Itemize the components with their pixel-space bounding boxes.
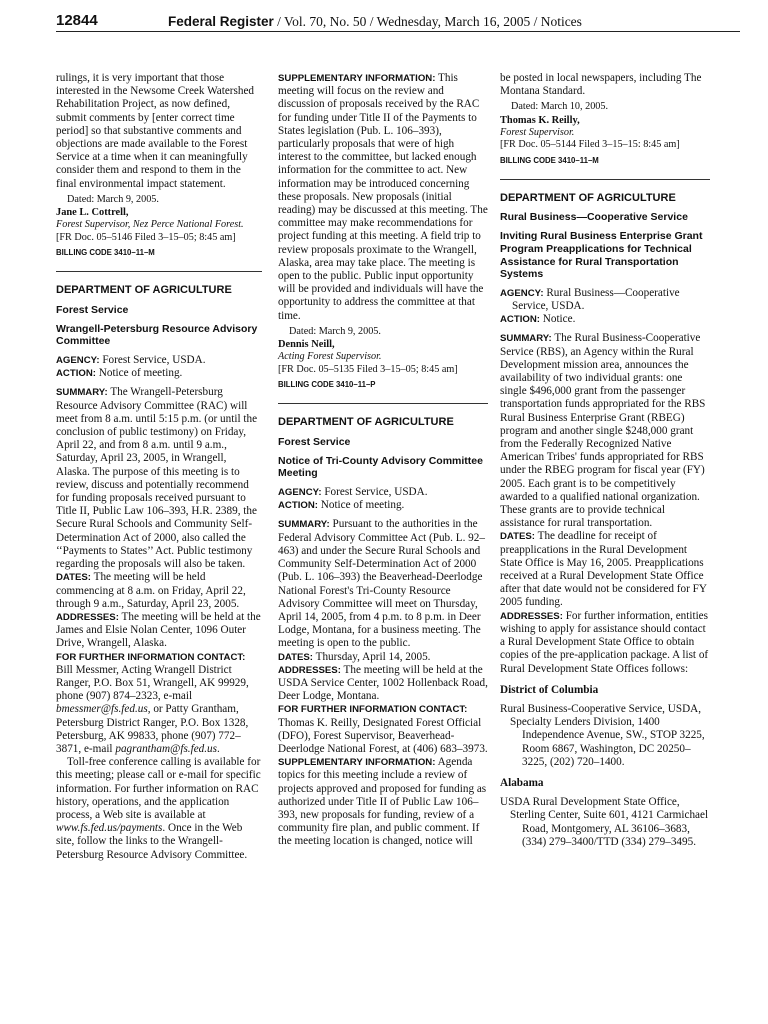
supplementary-text: Agenda topics for this meeting include a review of projects approved and proposed for funding as authorized under Title II of Public Law 106–393, new proposals for funding, review of a community fire plan, and public comment. If the meeting location is changed, notice will xyxy=(278,756,487,848)
action-label: ACTION: xyxy=(500,314,540,326)
state-heading-dc: District of Columbia xyxy=(500,683,599,696)
billing-code: BILLING CODE 3410–11–M xyxy=(500,155,599,165)
billing-code: BILLING CODE 3410–11–M xyxy=(56,248,155,258)
agency-label: AGENCY: xyxy=(500,287,544,299)
signer-name: Dennis Neill, xyxy=(278,339,335,351)
addresses-text: The meeting will be held at the USDA Service Center, 1002 Hollenback Road, Deer Lodge, Montana. xyxy=(278,663,488,703)
agency-heading: Rural Business—Cooperative Service xyxy=(500,211,688,224)
dated-line: Dated: March 10, 2005. xyxy=(511,101,609,113)
email-link[interactable]: bmessmer@fs.fed.us xyxy=(56,703,148,716)
signer-title: Acting Forest Supervisor. xyxy=(278,351,382,363)
addresses-label: ADDRESSES: xyxy=(500,610,563,622)
department-heading: DEPARTMENT OF AGRICULTURE xyxy=(500,192,676,205)
department-heading: DEPARTMENT OF AGRICULTURE xyxy=(278,416,454,429)
supplementary-text: This meeting will focus on the review and discussion of proposals received by the RAC for funding under Title II of the Payments to States legislation (Pub. L. 106–393), particularly proposals that were of high interest to the committee, but lacked enough information for the committee to act. New information may be introduced concerning these proposals. New proposals (initial reading) may be discussed at this meeting. The committee may make recommendations for project funding at this meeting. A field trip to review proposals proximate to the Wrangell, Alaska, area may take place. The meeting is open to the public. Public input opportunity will be provided and individuals will have the opportunity to address the committee at that time. xyxy=(278,72,488,322)
signer-name: Thomas K. Reilly, xyxy=(500,114,580,126)
action-text: Notice. xyxy=(542,313,576,326)
signer-name: Jane L. Cottrell, xyxy=(56,207,129,219)
addresses-text: For further information, entities wishing to apply for assistance should contact a Rural Development State Office to obtain copies of the pre-application package. A list of Rural Development State Offices follows: xyxy=(500,609,709,675)
office-address: Sterling Center, Suite 601, 4121 Carmichael Road, Montgomery, AL 36106–3683, (334) 279–3400/TTD (334) 279–3495. xyxy=(510,809,709,848)
fr-doc-line: [FR Doc. 05–5135 Filed 3–15–05; 8:45 am] xyxy=(278,363,458,375)
column-2 xyxy=(278,72,488,849)
notice-title: Inviting Rural Business Enterprise Grant Program Preapplications for Technical Assistance for Rural Transportation Systems xyxy=(500,230,703,281)
agency-text: Forest Service, USDA. xyxy=(324,486,428,499)
action-label: ACTION: xyxy=(278,500,318,512)
billing-code: BILLING CODE 3410–11–P xyxy=(278,380,376,390)
addresses-label: ADDRESSES: xyxy=(278,664,341,676)
continued-text: be posted in local newspapers, including The Montana Standard. xyxy=(500,72,702,98)
contact-label: FOR FURTHER INFORMATION CONTACT: xyxy=(278,704,468,716)
website-link[interactable]: www.fs.fed.us/payments xyxy=(56,822,163,835)
section-divider xyxy=(278,403,488,404)
office-address: Specialty Lenders Division, 1400 Independence Avenue, SW., STOP 3225, Room 6867, Washington, DC 20250–3225, (202) 720–1400. xyxy=(510,716,705,768)
dated-line: Dated: March 9, 2005. xyxy=(67,193,159,205)
header-rule xyxy=(56,31,740,32)
dates-label: DATES: xyxy=(278,651,313,663)
agency-heading: Forest Service xyxy=(278,435,351,448)
email-link[interactable]: pagrantham@fs.fed.us xyxy=(115,742,218,755)
action-label: ACTION: xyxy=(56,368,96,380)
action-text: Notice of meeting. xyxy=(98,367,183,380)
issue-details: / Vol. 70, No. 50 / Wednesday, March 16, 2005 / Notices xyxy=(273,14,582,29)
agency-heading: Forest Service xyxy=(56,303,129,316)
office-name: USDA Rural Development State Office, xyxy=(500,796,680,809)
supplementary-label: SUPPLEMENTARY INFORMATION: xyxy=(278,757,436,769)
page-number: 12844 xyxy=(56,12,98,29)
action-text: Notice of meeting. xyxy=(320,499,405,512)
dates-text: The meeting will be held commencing at 8 a.m. on Friday, April 22, through 9 a.m., Saturday, April 23, 2005. xyxy=(56,571,246,610)
agency-text: Forest Service, USDA. xyxy=(102,354,206,367)
addresses-label: ADDRESSES: xyxy=(56,611,119,623)
office-name: Rural Business-Cooperative Service, USDA, xyxy=(500,702,702,715)
summary-text: The Wrangell-Petersburg Resource Advisory Committee (RAC) will meet from 8 a.m. until 5:15 p.m. (or until the conclusion of public testimony) on Friday, April 22, and from 8 a.m. until 9 a.m., Saturday, April 23, 2005, in Wrangell, Alaska. The purpose of this meeting is to review, discuss and potentially recommend for funding proposals received pursuant to Title II, Public Law 106–393, H.R. 2389, the Secure Rural Schools and Community Self-Determination Act of 2000, also called the ‘‘Payments to States’’ Act. Public testimony regarding the proposals will also be taken. xyxy=(56,386,258,571)
notice-title: Wrangell-Petersburg Resource Advisory Committee xyxy=(56,322,258,348)
dated-line: Dated: March 9, 2005. xyxy=(289,325,381,337)
dates-text: The deadline for receipt of preapplications in the Rural Development State Office is May 16, 2005. Preapplications received at a Rural Development State Office after that date would not be considered for FY 2005 funding. xyxy=(500,530,707,609)
summary-label: SUMMARY: xyxy=(278,519,330,531)
summary-text: Pursuant to the authorities in the Federal Advisory Committee Act (Pub. L. 92–463) and under the Secure Rural Schools and Community Self-Determination Act of 2000 (Pub. L. 106–393) the Beaverhead-Deerlodge National Forest's Tri-County Resource Advisory Committee will meet on Thursday, April 14, 2005, from 4 p.m. to 8 p.m. in Deer Lodge, Montana, for a business meeting. The meeting is open to the public. xyxy=(278,518,485,650)
fr-doc-line: [FR Doc. 05–5146 Filed 3–15–05; 8:45 am] xyxy=(56,231,236,243)
department-heading: DEPARTMENT OF AGRICULTURE xyxy=(56,284,232,297)
supplementary-label: SUPPLEMENTARY INFORMATION: xyxy=(278,73,436,84)
section-divider xyxy=(56,271,262,272)
journal-info xyxy=(168,14,582,30)
signer-title: Forest Supervisor, Nez Perce National Forest. xyxy=(56,219,244,231)
state-heading-alabama: Alabama xyxy=(500,776,544,789)
contact-text: Bill Messmer, Acting Wrangell District Ranger, P.O. Box 51, Wrangell, AK 99929, phone (907) 874–2323, e-mail xyxy=(56,663,249,703)
column-3 xyxy=(500,72,710,849)
contact-text: . xyxy=(217,742,220,755)
signer-title: Forest Supervisor. xyxy=(500,127,575,139)
contact-label: FOR FURTHER INFORMATION CONTACT: xyxy=(56,651,246,663)
tollfree-text: Toll-free conference calling is available for this meeting; please call or e-mail for specific information. For further information on RAC history, operations, and the application process, a Web site is available at xyxy=(56,756,261,821)
dates-label: DATES: xyxy=(500,531,535,543)
summary-label: SUMMARY: xyxy=(56,387,108,399)
continued-text: rulings, it is very important that those interested in the Newsome Creek Watershed Rehabilitation Project, as now defined, submit comments by [enter correct time period] so that substantive comments and objections are made available to the Forest Service at a time when it can meaningfully consider them and respond to them in the final environmental impact statement. xyxy=(56,72,255,190)
addresses-text: The meeting will be held at the James and Elsie Nolan Center, 1096 Outer Drive, Wrangell, Alaska. xyxy=(56,610,261,650)
contact-text: , or Patty Grantham, Petersburg District Ranger, P.O. Box 1328, Petersburg, AK 99833, phone (907) 772–3871, e-mail xyxy=(56,703,249,755)
notice-title: Notice of Tri-County Advisory Committee Meeting xyxy=(278,454,483,480)
contact-text: Thomas K. Reilly, Designated Forest Official (DFO), Forest Supervisor, Beaverhead-Deerlodge National Forest, at (406) 683–3973. xyxy=(278,716,488,755)
agency-label: AGENCY: xyxy=(56,355,100,367)
agency-text: Rural Business—Cooperative Service, USDA. xyxy=(512,286,680,313)
dates-text: Thursday, April 14, 2005. xyxy=(315,650,431,663)
tollfree-text: . Once in the Web site, follow the links to the Wrangell-Petersburg Resource Advisory Committee. xyxy=(56,822,248,861)
fr-doc-line: [FR Doc. 05–5144 Filed 3–15–15: 8:45 am] xyxy=(500,139,680,151)
summary-text: The Rural Business-Cooperative Service (RBS), an Agency within the Rural Development mission area, announces the availability of two individual grants: one single $496,000 grant from the passenger transportation funds appropriated for the RBS Rural Business Enterprise Grant (RBEG) program and another single $248,000 grant from the Federally Recognized Native American Tribes' funds appropriated for RBS under the RBEG program for fiscal year (FY) 2005. Each grant is to be competitively awarded to a qualified national organization. These grants are to provide technical assistance for rural transportation. xyxy=(500,332,706,530)
journal-name: Federal Register xyxy=(168,14,274,29)
dates-label: DATES: xyxy=(56,572,91,584)
section-divider xyxy=(500,179,710,180)
summary-label: SUMMARY: xyxy=(500,333,552,345)
agency-label: AGENCY: xyxy=(278,487,322,499)
column-1 xyxy=(56,72,262,862)
